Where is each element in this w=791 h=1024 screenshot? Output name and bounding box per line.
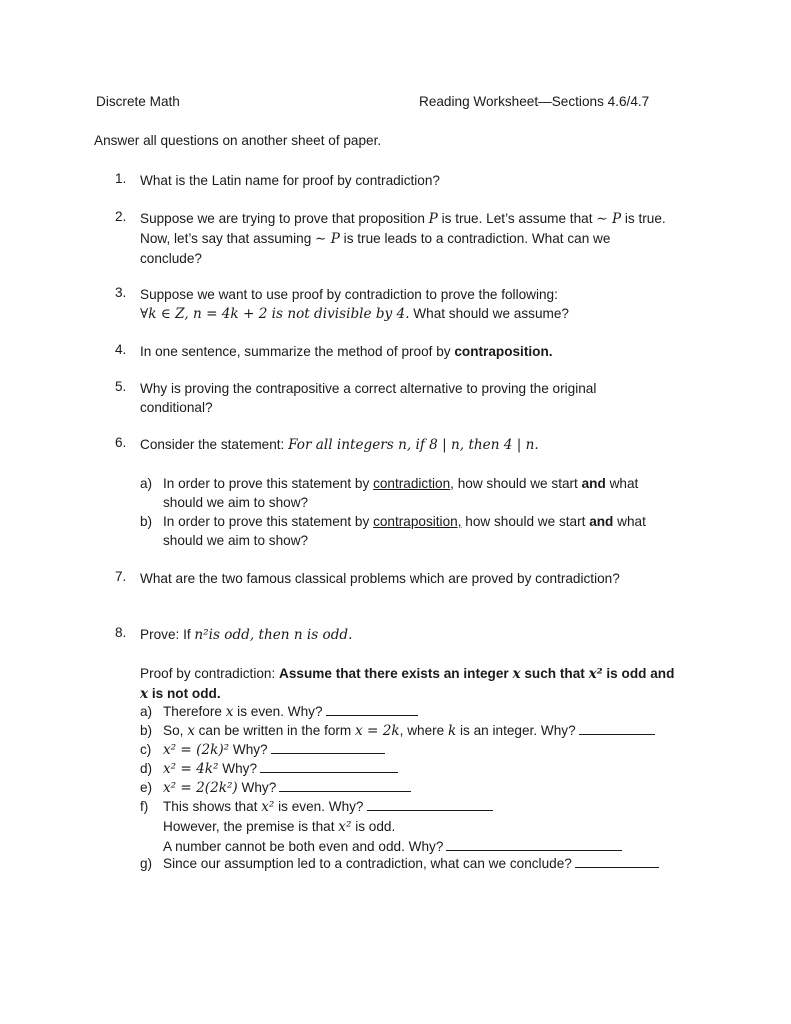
question-number: 1. bbox=[115, 171, 127, 186]
question-text: Prove: If n²is odd, then n is odd. bbox=[140, 627, 353, 643]
question-number: 3. bbox=[115, 285, 127, 300]
question-text: Suppose we want to use proof by contradiction to prove the following: ∀k ∈ Z, n = 4k + 2 is not divisible by 4. What should we assume? bbox=[140, 287, 569, 322]
math-expression: ∀k ∈ Z, n = 4k + 2 is not divisible by 4. bbox=[140, 306, 410, 322]
question-text: Consider the statement: For all integers n, if 8 | n, then 4 | n. bbox=[140, 437, 539, 453]
answer-blank[interactable] bbox=[271, 740, 385, 754]
worksheet-title: Reading Worksheet—Sections 4.6/4.7 bbox=[419, 94, 650, 109]
question-text: Why is proving the contrapositive a correct alternative to proving the original conditional? bbox=[140, 381, 597, 415]
question-number: 6. bbox=[115, 435, 127, 450]
answer-blank[interactable] bbox=[367, 797, 493, 811]
instructions: Answer all questions on another sheet of paper. bbox=[94, 133, 382, 148]
question-text: In one sentence, summarize the method of proof by contraposition. bbox=[140, 344, 553, 359]
question-number: 5. bbox=[115, 379, 127, 394]
answer-blank[interactable] bbox=[575, 854, 659, 868]
question-text: What are the two famous classical problems which are proved by contradiction? bbox=[140, 571, 620, 586]
answer-blank[interactable] bbox=[260, 759, 398, 773]
answer-blank[interactable] bbox=[326, 702, 418, 716]
question-number: 8. bbox=[115, 625, 127, 640]
question-text: Suppose we are trying to prove that proposition P is true. Let’s assume that ∼ P is true. Now, let’s say that assuming ∼ P is true leads to a contradiction. What can we conclude? bbox=[140, 211, 666, 266]
question-number: 7. bbox=[115, 569, 127, 584]
course-name: Discrete Math bbox=[96, 94, 180, 109]
math-expression: For all integers n, if 8 | n, then 4 | n. bbox=[288, 437, 539, 453]
question-text: What is the Latin name for proof by contradiction? bbox=[140, 173, 440, 188]
question-number: 4. bbox=[115, 342, 127, 357]
answer-blank[interactable] bbox=[579, 721, 655, 735]
answer-blank[interactable] bbox=[279, 778, 411, 792]
math-expression: n²is odd, then n is odd. bbox=[194, 627, 353, 643]
worksheet-page: Discrete Math Reading Worksheet—Sections 4.6/4.7 Answer all questions on another sheet of paper. 1. What is the Latin name for proof by contradiction? 2. Suppose we are trying to prove that proposition P is true. Let’s assume that ∼ P is true. Now, let’s say that assuming ∼ P is true leads to a contradiction. What can we conclude? 3. Suppose we want to use proof by contradiction to prove the following: ∀k ∈ Z, n = 4k + 2 is not divisible by 4. What should we assume? 4. In one sentence, summarize the method of proof by contraposition. 5. Why is proving the contrapositive a correct alternative to proving the original conditional? 6. Consider the statement: For all integers n, if 8 | n, then 4 | n. a) In order to prove this statement by contradiction, how should we start and what should we aim to show? b) In order to prove this statement by contraposition, how should we start and what should we aim to show? 7. What are the two famous classical problems which are proved by contradiction? 8. Prove: If n²is odd, then n is odd. Proof by contradiction: Assume that there exists an integer x such that x² is odd and x is not odd. a) Therefore x is even. Why? b) So, x can be written in the form x = 2k, where k is an integer. Why? c) x² = (2k)² Why? d) x² = 4k² Why? e) x² = 2(2k²) Why? f) This shows that x² is even. Why? However, the premise is that x² is odd. A number cannot be both even and odd. Why? g) Since our assumption led to a contradiction, what can we conclude? bbox=[94, 94, 675, 871]
answer-blank[interactable] bbox=[446, 837, 622, 851]
question-number: 2. bbox=[115, 209, 127, 224]
